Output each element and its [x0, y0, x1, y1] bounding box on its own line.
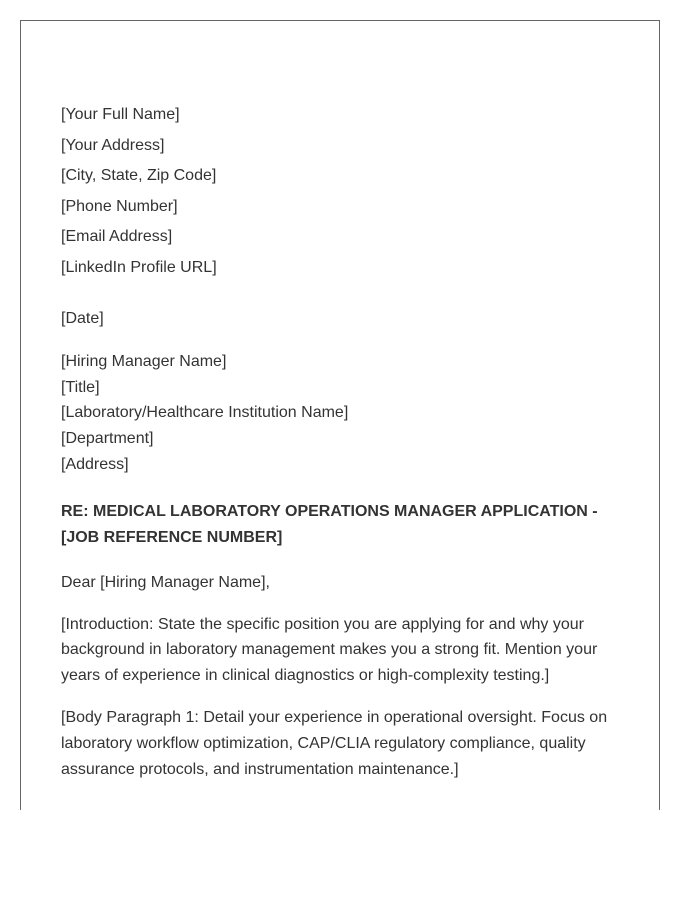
document-page	[20, 20, 660, 810]
sender-linkedin: [LinkedIn Profile URL]	[61, 258, 217, 276]
recipient-department: [Department]	[61, 430, 154, 448]
intro-paragraph: [Introduction: State the specific position you are applying for and why your background in laboratory management makes you a strong fit. Mention your years of experience in clinical diagnostics or high-complexity testing.]	[61, 615, 598, 685]
sender-phone: [Phone Number]	[61, 197, 178, 215]
letter-body	[61, 100, 621, 782]
sender-block	[61, 100, 621, 283]
body-paragraph-1: [Body Paragraph 1: Detail your experience in operational oversight. Focus on laboratory workflow optimization, CAP/CLIA regulatory compliance, quality assurance protocols, and instrumentation maintenance.]	[61, 708, 608, 778]
recipient-address: [Address]	[61, 455, 129, 473]
subject-line: RE: MEDICAL LABORATORY OPERATIONS MANAGER APPLICATION - [JOB REFERENCE NUMBER]	[61, 502, 598, 546]
sender-email: [Email Address]	[61, 228, 173, 245]
sender-full-name: [Your Full Name]	[61, 106, 180, 123]
recipient-title: [Title]	[61, 378, 100, 396]
recipient-name: [Hiring Manager Name]	[61, 353, 227, 370]
letter-date: [Date]	[61, 310, 104, 327]
salutation: Dear [Hiring Manager Name],	[61, 573, 270, 591]
sender-address: [Your Address]	[61, 136, 165, 154]
recipient-institution: [Laboratory/Healthcare Institution Name]	[61, 404, 349, 422]
recipient-block	[61, 349, 621, 478]
sender-city-state-zip: [City, State, Zip Code]	[61, 167, 217, 184]
